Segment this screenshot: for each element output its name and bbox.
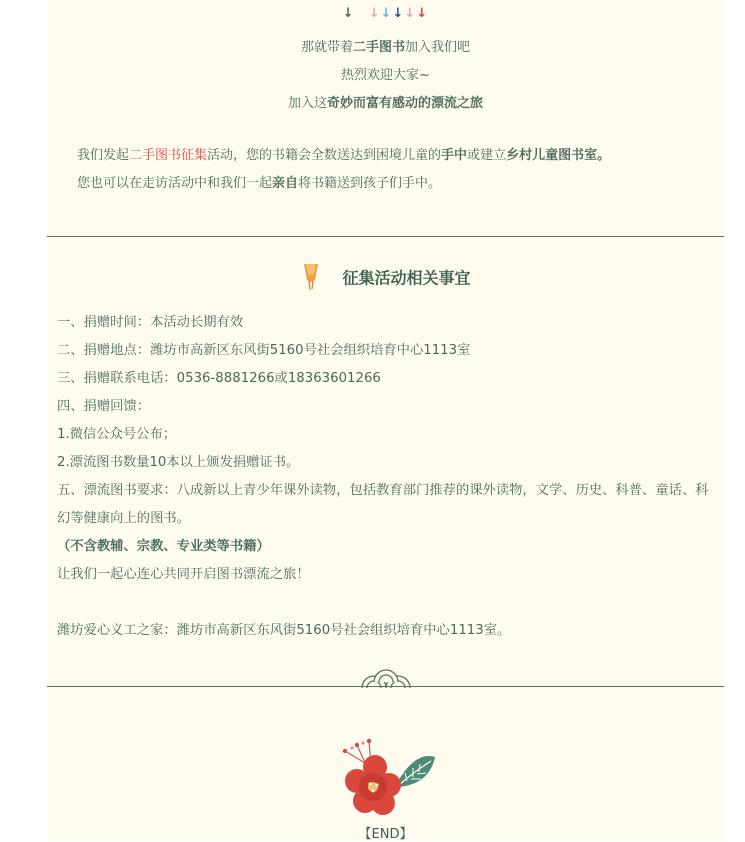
arrow-down-icon: ↓ [404,6,417,21]
detail-feedback-2: 2.漂流图书数量10本以上颁发捐赠证书。 [57,455,300,470]
detail-requirement: 五、漂流图书要求：八成新以上青少年课外读物，包括教育部门推荐的课外读物，文学、历史、科普、童话、科幻等健康向上的图书。 [57,483,709,526]
detail-place: 二、捐赠地点：潍坊市高新区东风街5160号社会组织培育中心1113室 [57,343,471,358]
detail-feedback: 四、捐赠回馈： [57,399,151,414]
header-text: 加入我们吧 [405,40,471,55]
header-highlight: 奇妙而富有感动的漂流之旅 [327,96,484,111]
header-line-2: 热烈欢迎大家~ [341,68,430,83]
wave-ornament-icon [360,664,412,688]
intro-text: 我们发起 [77,148,130,163]
spacer [57,589,719,617]
intro-highlight: 手中 [441,148,468,163]
intro-highlight-red: 二手图书征集 [129,148,208,163]
header-text: 加入这 [287,96,327,111]
header-highlight: 二手图书 [352,40,405,55]
detail-time: 一、捐赠时间：本活动长期有效 [57,315,244,330]
detail-exclude: （不含教辅、宗教、专业类等书籍） [57,539,270,554]
section-divider [47,236,724,237]
section-heading [47,262,724,292]
intro-highlight: 乡村儿童图书室。 [506,148,611,163]
lantern-icon [300,262,322,292]
intro-text: 活动，您的书籍会全数送达到困境儿童的 [207,148,442,163]
intro-line-2 [77,170,707,198]
arrow-down-icon: ↓ [392,6,405,21]
details-list [57,309,719,645]
detail-feedback-1: 1.微信公众号公布； [57,427,177,442]
arrow-down-icon: ↓ [380,6,393,21]
header-line-1 [47,36,724,55]
intro-line-1 [77,142,707,170]
article-body [47,0,724,841]
intro-highlight: 亲自 [272,176,299,191]
section-title: 征集活动相关事宜 [342,268,471,288]
header-text: 那就带着 [300,40,353,55]
footer-divider [47,686,724,687]
arrow-down-icon: ↓ [368,6,381,21]
plum-blossom-icon [337,737,437,815]
intro-text: 您也可以在走访活动中和我们一起 [77,176,273,191]
arrow-down-icon: ↓ [416,6,429,21]
intro-text: 将书籍送到孩子们手中。 [298,176,442,191]
detail-organization: 潍坊爱心义工之家：潍坊市高新区东风街5160号社会组织培育中心1113室。 [57,623,511,638]
detail-closing: 让我们一起心连心共同开启图书漂流之旅！ [57,567,310,582]
decorative-arrows [47,6,724,21]
intro-text: 或建立 [467,148,507,163]
intro-paragraph [77,142,707,198]
header-line-3 [47,92,724,111]
detail-phone: 三、捐赠联系电话：0536-8881266或18363601266 [57,371,381,386]
arrow-down-icon: ↓ [342,6,355,21]
end-marker: 【END】 [358,827,413,842]
